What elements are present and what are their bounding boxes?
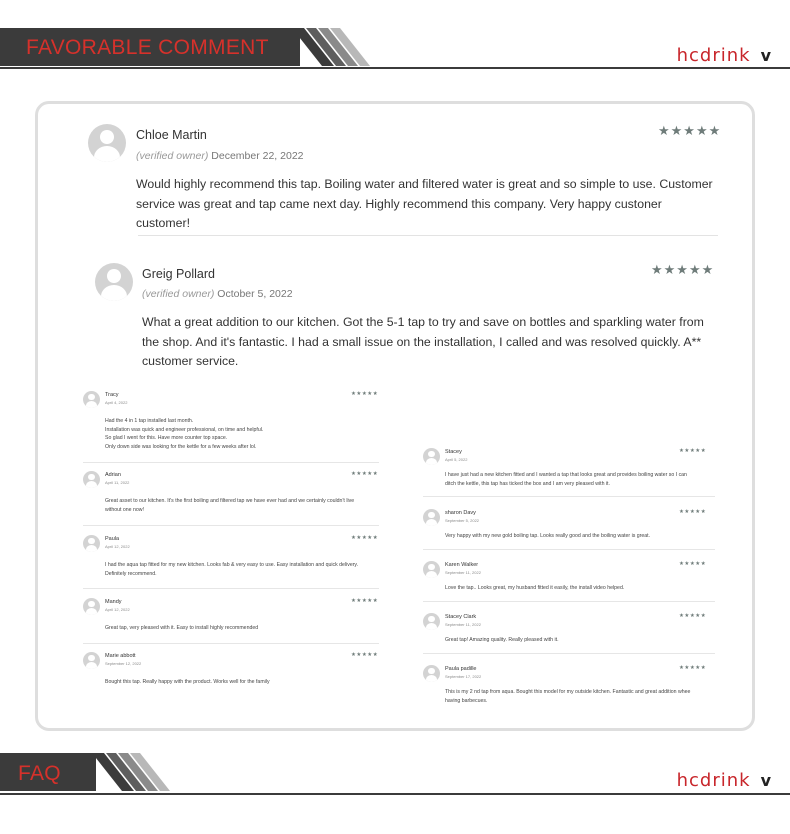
review-text: [445, 688, 690, 705]
star-rating: ★★★★★: [679, 665, 707, 671]
verified-owner-label: (verified owner): [142, 288, 215, 300]
review-text: [445, 636, 559, 645]
review-date: April 5, 2022: [445, 457, 468, 462]
review-date: September 11, 2022: [445, 570, 481, 575]
reviewer-name: Marie abbott: [105, 653, 136, 659]
section-banner-faq: [0, 748, 790, 798]
chevron-down-icon: v: [760, 771, 772, 790]
review-line: I have just had a new kitchen fitted and I wanted a tap that looks great and provides boiling water so I can: [445, 472, 687, 478]
reviewer-name: Paula padille: [445, 666, 477, 672]
star-rating: ★★★★★: [351, 535, 379, 541]
reviewer-name: Tracy: [105, 392, 119, 398]
section-banner-favorable-comment: [0, 25, 790, 91]
featured-review: [95, 261, 735, 371]
review-date: April 12, 2022: [105, 544, 130, 549]
user-silhouette-icon: [423, 613, 440, 630]
star-rating: ★★★★★: [679, 561, 707, 567]
star-rating: ★★★★★: [351, 471, 379, 477]
review-divider: [423, 601, 715, 602]
review-divider: [83, 643, 379, 644]
user-silhouette-icon: [423, 665, 440, 682]
banner-stripes-decoration: [92, 753, 172, 791]
review-divider: [423, 496, 715, 497]
user-silhouette-icon: [83, 652, 100, 669]
reviewer-name: Karen Walker: [445, 562, 479, 568]
review-line: ditch the kettle, this tap has ticked the box and I am very pleased with it.: [445, 480, 610, 487]
review-text: [105, 497, 354, 514]
review-line: So glad I went for this. Have more counter top space.: [105, 435, 228, 442]
review-date: September 12, 2022: [105, 661, 142, 666]
review-line: I had the aqua tap fitted for my new kitchen. Looks fab & very easy to use. Easy installation and quick delivery.: [105, 562, 359, 568]
star-rating: ★★★★★: [679, 509, 707, 515]
review-line: having barbecues.: [445, 697, 488, 704]
star-rating: ★★★★★: [658, 123, 722, 138]
review-line: Very happy with my new gold boiling tap. Looks really good and the boiling water is great.: [445, 533, 651, 539]
banner-stripes-decoration: [292, 28, 372, 66]
reviewer-name: Adrian: [105, 472, 121, 478]
review-date: September 11, 2022: [445, 622, 481, 627]
user-silhouette-icon: [423, 448, 440, 465]
review-date: September 5, 2022: [445, 518, 480, 523]
review-divider: [423, 549, 715, 550]
review-line: Love the tap.. Looks great, my husband fitted it easily, the install video helped.: [445, 585, 625, 591]
review-meta: [142, 288, 293, 300]
star-rating: ★★★★★: [651, 262, 715, 277]
review-text: [105, 417, 263, 451]
review-date: April 11, 2022: [105, 480, 130, 485]
review-text: [105, 561, 358, 578]
review-date: September 17, 2022: [445, 674, 482, 679]
reviewer-name: Paula: [105, 536, 120, 542]
review-line: Great tap! Amazing quality. Really pleased with it.: [445, 637, 559, 643]
banner-title: FAQ: [18, 762, 61, 785]
review-line: without one now!: [105, 506, 144, 513]
reviewer-name: Chloe Martin: [136, 128, 207, 142]
user-silhouette-icon: [95, 263, 133, 301]
review-text: [445, 471, 687, 488]
brand-logo[interactable]: [677, 770, 772, 791]
featured-review: [88, 122, 728, 230]
star-rating: ★★★★★: [351, 598, 379, 604]
review-text: Would highly recommend this tap. Boiling water and filtered water is great and so simple to use. Customer service was great and tap came next day. Highly recommend this company. Very happy custoner customer!: [136, 177, 713, 230]
star-rating: ★★★★★: [351, 652, 379, 658]
review-meta: [136, 150, 304, 162]
review-line: This is my 2 nd tap from aqua. Bought this model for my outside kitchen. Fantastic and great addition whee: [445, 689, 691, 695]
banner-title: FAVORABLE COMMENT: [26, 36, 269, 59]
brand-logo[interactable]: [677, 45, 772, 66]
review-divider: [83, 588, 379, 589]
review-date: October 5, 2022: [217, 288, 293, 300]
review-divider: [423, 653, 715, 654]
user-silhouette-icon: [423, 509, 440, 526]
star-rating: ★★★★★: [679, 613, 707, 619]
verified-owner-label: (verified owner): [136, 150, 209, 162]
chevron-down-icon: v: [760, 46, 772, 65]
review-text: [105, 678, 270, 687]
banner-rule: [0, 67, 790, 69]
user-silhouette-icon: [423, 561, 440, 578]
reviewer-name: Mandy: [105, 599, 122, 605]
review-line: Had the 4 in 1 tap installed last month.: [105, 418, 194, 424]
reviewer-name: Stacey Clark: [445, 614, 477, 620]
reviewer-name: Greig Pollard: [142, 267, 215, 281]
brand-name: hcdrink: [676, 45, 751, 66]
review-date: December 22, 2022: [211, 150, 304, 162]
review-line: Great tap, very pleased with it. Easy to install highly recommended: [105, 625, 259, 631]
review-line: Definitely recommend.: [105, 570, 157, 577]
review-line: Great asset to our kitchen. It's the first boiling and filtered tap we have ever had and we certainly couldn't live: [105, 498, 355, 504]
review-text: What a great addition to our kitchen. Got the 5-1 tap to try and save on bottles and sparkling water from the shop. And it's fantastic. I had a small issue on the installation, I called and was resolved quickly. A** customer service.: [142, 315, 704, 368]
review-divider: [83, 462, 379, 463]
reviews-card: [35, 101, 755, 731]
review-text: [445, 584, 624, 593]
banner-rule: [0, 793, 790, 795]
star-rating: ★★★★★: [679, 448, 707, 454]
review-text: [105, 624, 258, 633]
reviewer-name: Stacey: [445, 449, 462, 455]
review-text: [445, 532, 650, 541]
review-date: April 4, 2022: [105, 400, 128, 405]
user-silhouette-icon: [83, 391, 100, 408]
user-silhouette-icon: [83, 535, 100, 552]
review-line: Bought this tap. Really happy with the product. Works well for the family: [105, 679, 270, 685]
brand-name: hcdrink: [676, 770, 751, 791]
review-divider: [138, 235, 718, 236]
review-divider: [83, 525, 379, 526]
review-line: Only down side was looking for the kettle for a few weeks after lol.: [105, 443, 257, 450]
reviewer-name: sharon Davy: [445, 510, 476, 516]
user-silhouette-icon: [88, 124, 126, 162]
review-line: Installation was quick and engineer professional, on time and helpful.: [105, 426, 264, 433]
review-date: April 12, 2022: [105, 607, 130, 612]
user-silhouette-icon: [83, 471, 100, 488]
user-silhouette-icon: [83, 598, 100, 615]
star-rating: ★★★★★: [351, 391, 379, 397]
